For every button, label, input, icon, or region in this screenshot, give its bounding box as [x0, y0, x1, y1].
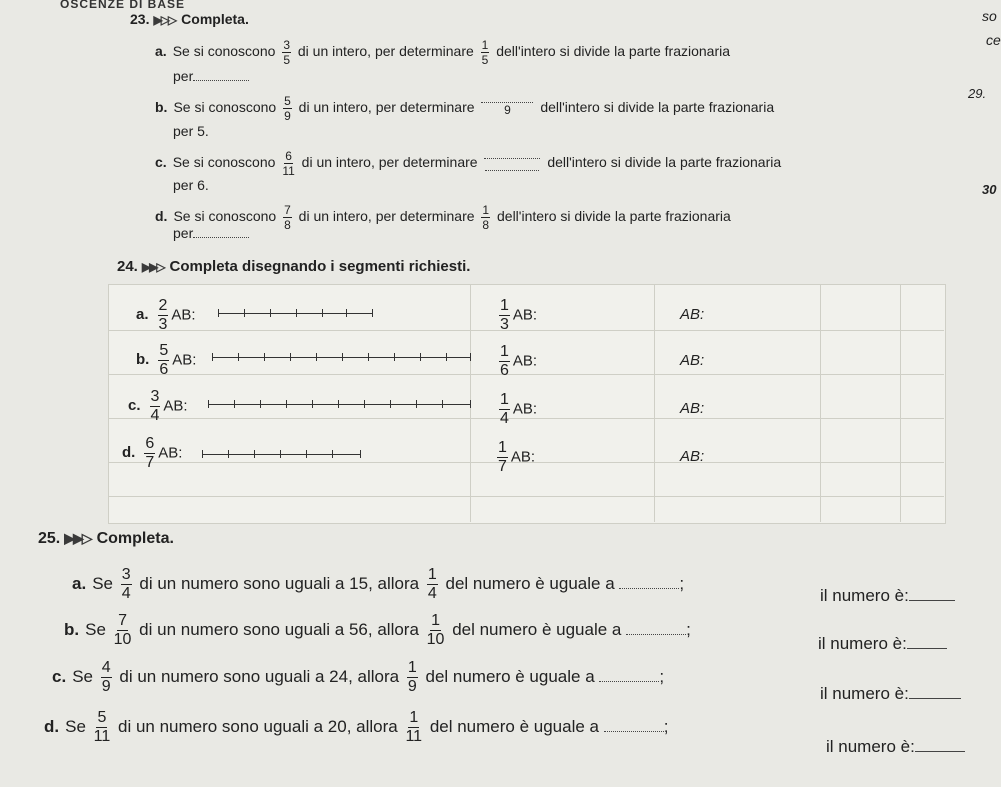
- ex23-item-d-line2: [173, 225, 249, 241]
- segment-tick: [306, 450, 307, 458]
- fraction: $\frac{2}{3}$: [158, 297, 168, 333]
- item-letter: a.: [155, 43, 167, 60]
- segment-tick: [368, 353, 369, 361]
- ex25-item-b-result: il numero è:: [818, 634, 947, 654]
- ex23-heading: [130, 11, 249, 27]
- fraction-known: $\frac{5}{9}$: [284, 94, 291, 123]
- segment-tick: [332, 450, 333, 458]
- segment-ab-b: [212, 357, 470, 358]
- ex24-row-a-right: AB:: [680, 306, 705, 323]
- ex23-item-a-line1: [155, 39, 730, 66]
- ex23-title: Completa.: [181, 11, 249, 27]
- ex24-row-b-mid: $\frac{1}{6}$ AB:: [500, 343, 538, 379]
- segment-tick: [260, 400, 261, 408]
- fraction-known: $\frac{3}{5}$: [283, 38, 290, 67]
- segment-tick: [244, 309, 245, 317]
- segment-tick: [416, 400, 417, 408]
- answer-blank[interactable]: [599, 681, 659, 682]
- ex24-heading: [117, 258, 470, 275]
- segment-tick: [322, 309, 323, 317]
- item-letter: b.: [155, 99, 168, 116]
- fraction-target-blank[interactable]: [484, 157, 540, 171]
- segment-tick: [394, 353, 395, 361]
- item-text: di un intero, per determinare: [298, 99, 475, 116]
- answer-blank[interactable]: [619, 588, 679, 589]
- segment-tick: [208, 400, 209, 408]
- ex24-number: 24.: [117, 258, 138, 275]
- ex23-item-a-line2: [173, 68, 249, 84]
- fraction-target-blank[interactable]: 9: [481, 101, 533, 116]
- ex24-row-c-right: AB:: [680, 400, 705, 417]
- segment-tick: [218, 309, 219, 317]
- ex25-title: Completa.: [96, 530, 174, 547]
- chapter-banner: OSCENZE DI BASE: [60, 0, 186, 11]
- segment-tick: [470, 400, 471, 408]
- segment-tick: [342, 353, 343, 361]
- segment-tick: [338, 400, 339, 408]
- answer-blank[interactable]: [193, 80, 249, 81]
- item-text: dell'intero si divide la parte frazionaria: [547, 154, 782, 171]
- ex24-title: Completa disegnando i segmenti richiesti.: [169, 258, 471, 275]
- ex25-item-a: a. Se $\frac{3}{4}$ di un numero sono uguali a 15, allora $\frac{1}{4}$ del numero è uguale a ;: [72, 566, 685, 602]
- item-text: per: [173, 225, 194, 241]
- segment-tick: [280, 450, 281, 458]
- triple-arrow-icon: ▶▶▷: [64, 530, 91, 546]
- item-text: Se si conoscono: [172, 43, 276, 60]
- segment-tick: [364, 400, 365, 408]
- segment-tick: [446, 353, 447, 361]
- segment-tick: [360, 450, 361, 458]
- segment-tick: [286, 400, 287, 408]
- segment-tick: [234, 400, 235, 408]
- fraction-target: $\frac{1}{5}$: [481, 38, 489, 67]
- triple-arrow-icon: ▶▶▷: [141, 260, 164, 274]
- ex25-item-d: d. Se $\frac{5}{11}$ di un numero sono uguali a 20, allora $\frac{1}{11}$ del numero è uguale a ;: [44, 709, 669, 745]
- ex25-item-b: b. Se $\frac{7}{10}$ di un numero sono uguali a 56, allora $\frac{1}{10}$ del numero è uguale a ;: [64, 612, 691, 648]
- ex23-item-b-line1: [155, 95, 774, 122]
- ex23-item-c-line2: per 6.: [173, 177, 209, 193]
- grid-line: [900, 284, 901, 522]
- item-text: dell'intero si divide la parte frazionaria: [540, 99, 775, 116]
- ex24-row-a-label: a. $\frac{2}{3}$ AB:: [136, 297, 196, 333]
- ex25-item-c: c. Se $\frac{4}{9}$ di un numero sono uguali a 24, allora $\frac{1}{9}$ del numero è uguale a ;: [52, 659, 665, 695]
- margin-exercise-30: 30: [982, 182, 997, 197]
- ex25-number: 25.: [38, 530, 61, 547]
- segment-tick: [254, 450, 255, 458]
- fraction-target: $\frac{1}{8}$: [482, 203, 490, 232]
- segment-ab-a: [218, 313, 372, 314]
- segment-tick: [442, 400, 443, 408]
- segment-tick: [346, 309, 347, 317]
- ex23-item-c-line1: [155, 150, 781, 177]
- segment-tick: [202, 450, 203, 458]
- item-text: Se si conoscono: [173, 208, 277, 225]
- grid-line: [654, 284, 655, 522]
- segment-ab-c: [208, 404, 470, 405]
- fraction-known: $\frac{6}{11}$: [282, 149, 295, 178]
- grid-line: [108, 496, 944, 497]
- item-text: per: [173, 68, 194, 84]
- segment-tick: [264, 353, 265, 361]
- triple-arrow-icon: ▶▷▷: [153, 13, 176, 27]
- item-text: dell'intero si divide la parte frazionaria: [497, 208, 731, 225]
- ex25-item-c-result: il numero è:: [820, 684, 961, 704]
- item-text: dell'intero si divide la parte frazionaria: [496, 43, 731, 60]
- answer-blank[interactable]: [907, 648, 947, 649]
- item-text: di un intero, per determinare: [297, 43, 474, 60]
- item-text: Se si conoscono: [173, 99, 277, 116]
- item-text: di un intero, per determinare: [301, 154, 478, 171]
- segment-tick: [390, 400, 391, 408]
- segment-tick: [290, 353, 291, 361]
- ex24-row-d-label: d. $\frac{6}{7}$ AB:: [122, 435, 183, 471]
- segment-tick: [270, 309, 271, 317]
- ex24-row-b-right: AB:: [680, 352, 705, 369]
- margin-fragment-ce: ce: [986, 32, 1001, 48]
- ex25-item-a-result: il numero è:: [820, 586, 955, 606]
- segment-tick: [470, 353, 471, 361]
- ex25-item-d-result: il numero è:: [826, 737, 965, 757]
- segment-tick: [296, 309, 297, 317]
- ex23-number: 23.: [130, 11, 150, 27]
- ex24-row-d-mid: $\frac{1}{7}$ AB:: [498, 439, 536, 475]
- ex24-row-a-mid: $\frac{1}{3}$ AB:: [500, 297, 538, 333]
- answer-blank[interactable]: [909, 600, 955, 601]
- segment-tick: [316, 353, 317, 361]
- ex24-row-d-right: AB:: [680, 448, 705, 465]
- answer-blank[interactable]: [909, 698, 961, 699]
- margin-exercise-29: 29.: [968, 86, 987, 101]
- answer-blank[interactable]: [193, 237, 249, 238]
- item-letter: c.: [155, 154, 167, 171]
- segment-tick: [212, 353, 213, 361]
- item-text: di un intero, per determinare: [298, 208, 475, 225]
- segment-tick: [420, 353, 421, 361]
- segment-tick: [372, 309, 373, 317]
- ex24-row-c-mid: $\frac{1}{4}$ AB:: [500, 391, 538, 427]
- segment-tick: [312, 400, 313, 408]
- answer-blank[interactable]: [915, 751, 965, 752]
- item-text: Se si conoscono: [172, 154, 276, 171]
- grid-line: [820, 284, 821, 522]
- ex24-row-c-label: c. $\frac{3}{4}$ AB:: [128, 388, 188, 424]
- margin-fragment-so: so: [982, 8, 997, 24]
- segment-tick: [228, 450, 229, 458]
- segment-tick: [238, 353, 239, 361]
- ex25-heading: [38, 530, 174, 548]
- fraction-known: $\frac{7}{8}$: [284, 203, 291, 232]
- item-letter: d.: [155, 208, 168, 225]
- answer-blank[interactable]: [626, 634, 686, 635]
- ex24-row-b-label: b. $\frac{5}{6}$ AB:: [136, 342, 197, 378]
- segment-ab-d: [202, 454, 360, 455]
- answer-blank[interactable]: [604, 731, 664, 732]
- ex23-item-b-line2: per 5.: [173, 123, 209, 139]
